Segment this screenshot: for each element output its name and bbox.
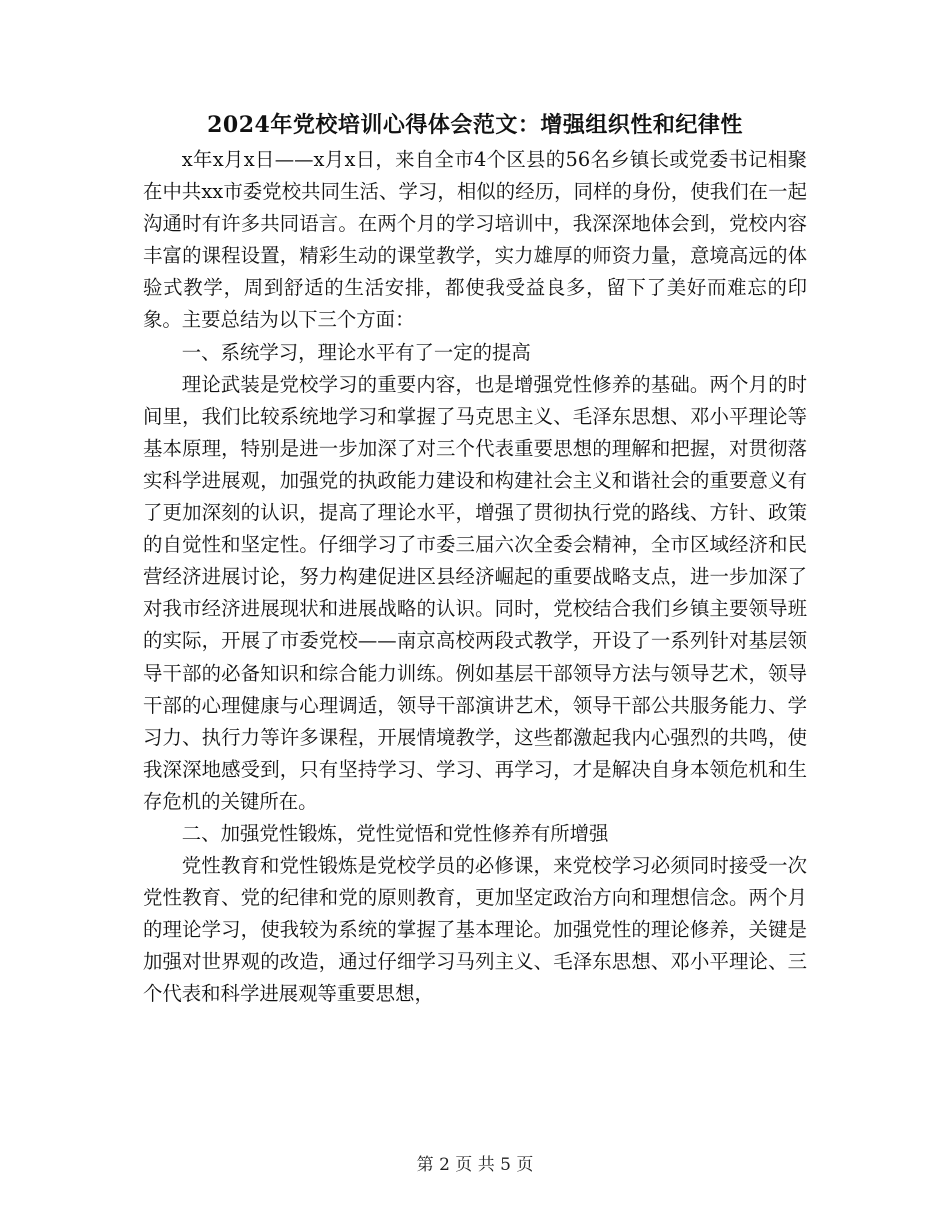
intro-paragraph: x年x月x日——x月x日，来自全市4个区县的56名乡镇长或党委书记相聚在中共xx市委党校共同生活、学习，相似的经历，同样的身份，使我们在一起沟通时有许多共同语言。在两个月的学习培训中，我深深地体会到，党校内容丰富的课程设置，精彩生动的课堂教学，实力雄厚的师资力量，意境高远的体验式教学，周到舒适的生活安排，都使我受益良多，留下了美好而难忘的印象。主要总结为以下三个方面： <box>143 148 807 332</box>
section-heading-1: 一、系统学习，理论水平有了一定的提高 <box>181 340 531 364</box>
section-2-paragraph: 党性教育和党性锻炼是党校学员的必修课，来党校学习必须同时接受一次党性教育、党的纪律和党的原则教育，更加坚定政治方向和理想信念。两个月的理论学习，使我较为系统的掌握了基本理论。加强党性的理论修养，关键是加强对世界观的改造，通过仔细学习马列主义、毛泽东思想、邓小平理论、三个代表和科学进展观等重要思想， <box>143 854 807 1006</box>
document-title: 2024年党校培训心得体会范文：增强组织性和纪律性 <box>207 112 743 138</box>
section-1-paragraph: 理论武装是党校学习的重要内容，也是增强党性修养的基础。两个月的时间里，我们比较系统地学习和掌握了马克思主义、毛泽东思想、邓小平理论等基本原理，特别是进一步加深了对三个代表重要思想的理解和把握，对贯彻落实科学进展观，加强党的执政能力建设和构建社会主义和谐社会的重要意义有了更加深刻的认识，提高了理论水平，增强了贯彻执行党的路线、方针、政策的自觉性和坚定性。仔细学习了市委三届六次全委会精神，全市区域经济和民营经济进展讨论，努力构建促进区县经济崛起的重要战略支点，进一步加深了对我市经济进展现状和进展战略的认识。同时，党校结合我们乡镇主要领导班的实际，开展了市委党校——南京高校两段式教学，开设了一系列针对基层领导干部的必备知识和综合能力训练。例如基层干部领导方法与领导艺术，领导干部的心理健康与心理调适，领导干部演讲艺术，领导干部公共服务能力、学习力、执行力等许多课程，开展情境教学，这些都激起我内心强烈的共鸣，使我深深地感受到，只有坚持学习、学习、再学习，才是解决自身本领危机和生存危机的关键所在。 <box>143 372 807 813</box>
page-footer: 第 2 页 共 5 页 <box>416 1155 534 1175</box>
section-heading-2: 二、加强党性锻炼，党性觉悟和党性修养有所增强 <box>181 821 609 845</box>
document-body <box>143 144 807 1011</box>
